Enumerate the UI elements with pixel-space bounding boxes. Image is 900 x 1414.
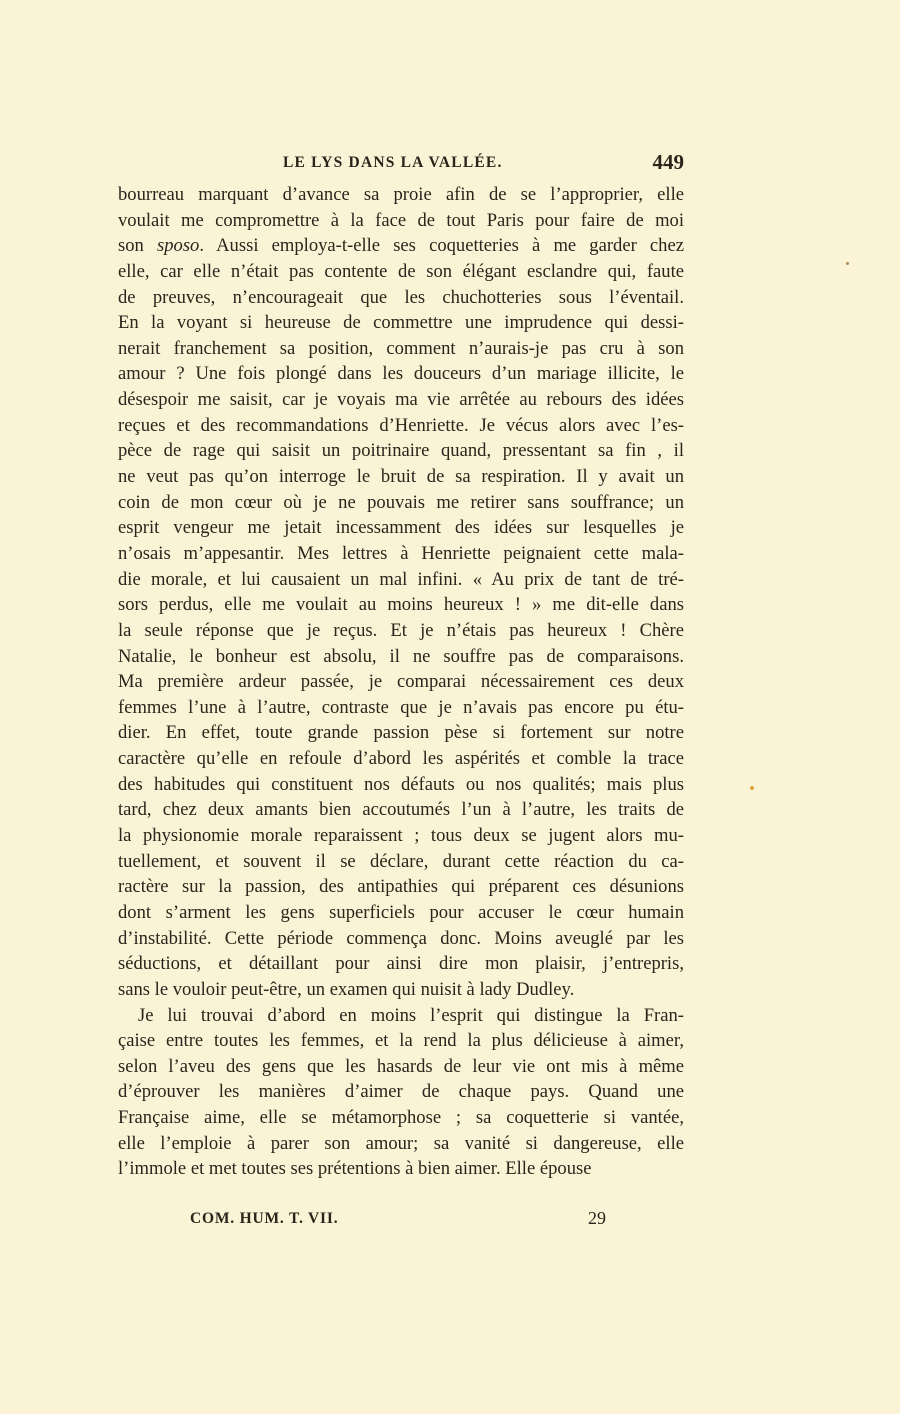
text-line: çaise entre toutes les femmes, et la rend la plus délicieuse à aimer,: [118, 1030, 684, 1052]
paper-spot: [750, 786, 754, 790]
text-line: esprit vengeur me jetait incessamment des idées sur lesquelles je: [118, 517, 684, 539]
text-line: séductions, et détaillant pour ainsi dire mon plaisir, j’entrepris,: [118, 953, 684, 975]
text-line: die morale, et lui causaient un mal infini. « Au prix de tant de tré-: [118, 568, 684, 590]
page-body-text: [118, 182, 684, 1182]
paper-spot: [846, 262, 849, 265]
text-line: de preuves, n’encourageait que les chuchotteries sous l’éventail.: [118, 286, 684, 308]
text-line: d’instabilité. Cette période commença donc. Moins aveuglé par les: [118, 927, 684, 949]
text-line: Je lui trouvai d’abord en moins l’esprit qui distingue la Fran-: [138, 1004, 684, 1026]
text-line: la seule réponse que je reçus. Et je n’étais pas heureux ! Chère: [118, 619, 684, 641]
text-line: femmes l’une à l’autre, contraste que je n’avais pas encore pu étu-: [118, 696, 684, 718]
text-line: elle, car elle n’était pas contente de son élégant esclandre qui, faute: [118, 260, 684, 282]
page-header: [118, 150, 684, 178]
text-line: d’éprouver les manières d’aimer de chaque pays. Quand une: [118, 1081, 684, 1103]
text-line: dier. En effet, toute grande passion pèse si fortement sur notre: [118, 722, 684, 744]
text-line: Natalie, le bonheur est absolu, il ne souffre pas de comparaisons.: [118, 645, 684, 667]
text-line: elle l’emploie à parer son amour; sa vanité si dangereuse, elle: [118, 1132, 684, 1154]
italic-word: sposo: [156, 235, 200, 257]
text-line: coin de mon cœur où je ne pouvais me retirer sans souffrance; un: [118, 491, 684, 513]
text-line: selon l’aveu des gens que les hasards de leur vie ont mis à même: [118, 1055, 684, 1077]
text-line: l’immole et met toutes ses prétentions à bien aimer. Elle épouse: [118, 1158, 592, 1180]
sheet-number: 29: [588, 1208, 606, 1228]
text-line: reçues et des recommandations d’Henriette. Je vécus alors avec l’es-: [118, 414, 684, 436]
volume-signature: COM. HUM. T. VII.: [190, 1210, 339, 1227]
text-line: En la voyant si heureuse de commettre une imprudence qui dessi-: [118, 312, 684, 334]
text-line: amour ? Une fois plongé dans les douceurs d’un mariage illicite, le: [118, 363, 684, 385]
page-footer: [118, 1208, 684, 1232]
text-line: pèce de rage qui saisit un poitrinaire quand, pressentant sa fin , il: [118, 440, 684, 462]
text-line: désespoir me saisit, car je voyais ma vie arrêtée au rebours des idées: [118, 389, 684, 411]
text-line: tard, chez deux amants bien accoutumés l’un à l’autre, les traits de: [118, 799, 684, 821]
text-line: bourreau marquant d’avance sa proie afin de se l’approprier, elle: [118, 184, 684, 205]
text-line: ractère sur la passion, des antipathies qui préparent ces désunions: [118, 876, 684, 898]
text-line: des habitudes qui constituent nos défauts ou nos qualités; mais plus: [118, 773, 684, 795]
text-line: n’osais m’appesantir. Mes lettres à Henriette peignaient cette mala-: [118, 542, 684, 564]
running-title: LE LYS DANS LA VALLÉE.: [283, 154, 503, 171]
text-line: son sposo. Aussi employa-t-elle ses coquetteries à me garder chez: [118, 235, 684, 257]
text-line: sans le vouloir peut-être, un examen qui nuisit à lady Dudley.: [118, 978, 575, 1000]
text-line: caractère qu’elle en refoule d’abord les aspérités et comble la trace: [118, 748, 684, 770]
text-line: Française aime, elle se métamorphose ; sa coquetterie si vantée,: [118, 1107, 684, 1129]
text-line: Ma première ardeur passée, je comparai nécessairement ces deux: [118, 671, 684, 693]
text-line: voulait me compromettre à la face de tout Paris pour faire de moi: [118, 209, 684, 231]
text-line: la physionomie morale reparaissent ; tous deux se jugent alors mu-: [118, 825, 684, 847]
text-line: dont s’arment les gens superficiels pour accuser le cœur humain: [118, 901, 684, 923]
text-line: nerait franchement sa position, comment n’aurais-je pas cru à son: [118, 337, 684, 359]
page-number: 449: [652, 150, 684, 174]
text-line: ne veut pas qu’on interroge le bruit de sa respiration. Il y avait un: [118, 466, 684, 488]
text-line: tuellement, et souvent il se déclare, durant cette réaction du ca-: [118, 850, 684, 872]
text-line: sors perdus, elle me voulait au moins heureux ! » me dit-elle dans: [118, 594, 684, 616]
